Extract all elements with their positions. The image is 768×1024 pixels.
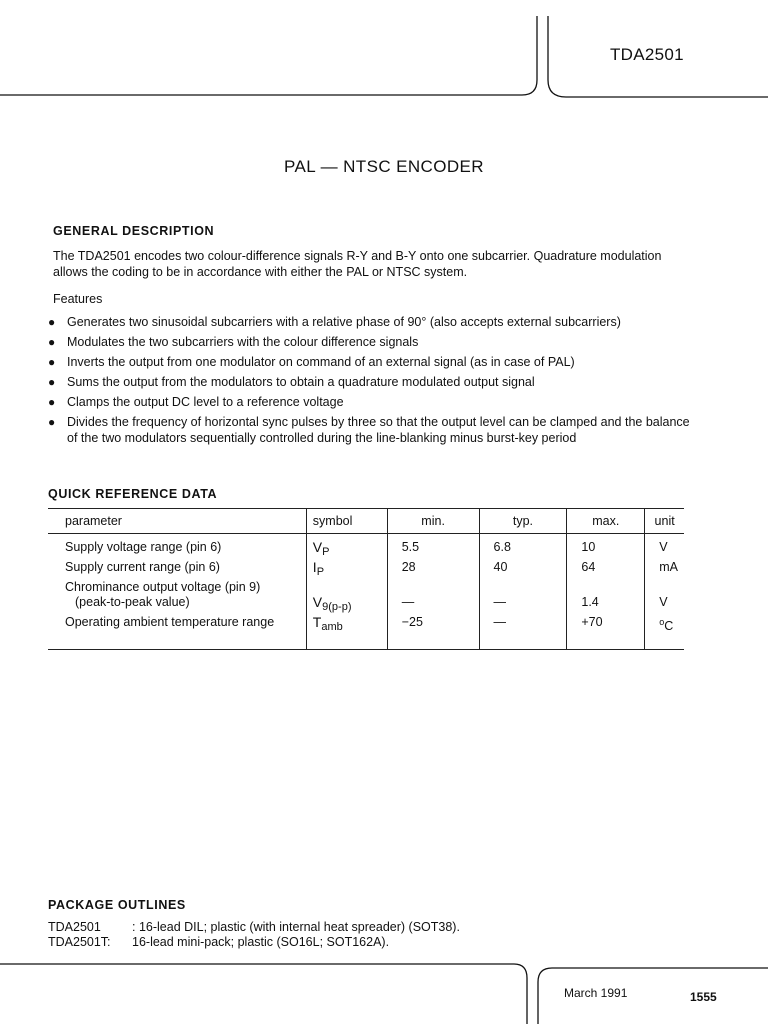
cell-min <box>387 560 479 580</box>
feature-item <box>48 395 698 411</box>
package-name: TDA2501 <box>48 920 101 934</box>
quick-reference-heading: QUICK REFERENCE DATA <box>48 487 218 501</box>
parameter-note: (peak-to-peak value) <box>75 595 190 609</box>
cell-typ <box>479 580 567 615</box>
symbol-subscript: P <box>316 566 325 578</box>
cell-symbol <box>306 615 387 650</box>
package-description: : 16-lead DIL; plastic (with internal heat spreader) (SOT38). <box>132 920 460 934</box>
max-value: 1.4 <box>581 595 599 609</box>
package-outline-item <box>48 920 460 936</box>
page-number: 1555 <box>690 990 717 1004</box>
cell-unit <box>645 580 684 615</box>
feature-text: Generates two sinusoidal subcarriers with a relative phase of 90° (also accepts external subcarriers) <box>67 315 621 329</box>
parameter-text: Supply current range (pin 6) <box>65 560 220 574</box>
symbol-main: I <box>312 559 317 575</box>
typ-value: 40 <box>493 560 508 574</box>
parameter-text: Operating ambient temperature range <box>65 615 275 629</box>
features-label: Features <box>53 292 103 306</box>
feature-item <box>48 375 698 391</box>
typ-value: 6.8 <box>493 540 511 554</box>
feature-text: Modulates the two subcarriers with the colour difference signals <box>67 335 419 350</box>
cell-symbol <box>306 560 387 580</box>
unit-value: C <box>664 619 674 633</box>
cell-parameter <box>48 534 306 561</box>
unit-value: V <box>659 540 668 554</box>
min-value: 5.5 <box>401 540 420 554</box>
unit-value: mA <box>659 560 678 574</box>
package-name: TDA2501T: <box>48 935 111 949</box>
quick-reference-table <box>48 508 684 650</box>
parameter-text: Chrominance output voltage (pin 9) <box>65 580 261 594</box>
cell-typ <box>479 615 567 650</box>
column-header-unit: unit <box>645 509 684 534</box>
feature-item <box>48 415 698 446</box>
symbol-subscript: 9(p-p) <box>322 601 352 613</box>
table-row <box>48 615 684 650</box>
column-header-parameter: parameter <box>48 509 306 534</box>
symbol-subscript: P <box>322 546 330 558</box>
column-header-min: min. <box>387 509 479 534</box>
cell-unit <box>645 534 684 561</box>
table-row <box>48 560 684 580</box>
min-value: −25 <box>401 615 423 629</box>
table-row <box>48 580 684 615</box>
symbol-main: V <box>312 539 323 555</box>
cell-typ <box>479 560 567 580</box>
footer-date: March 1991 <box>564 986 628 1000</box>
max-value: 10 <box>581 540 596 554</box>
feature-text: Inverts the output from one modulator on command of an external signal (as in case of PAL) <box>67 355 575 370</box>
max-value: 64 <box>581 560 596 574</box>
unit-value: V <box>659 595 668 609</box>
unit-superscript: o <box>659 617 665 627</box>
symbol-main: T <box>312 614 322 630</box>
feature-text: Clamps the output DC level to a reference voltage <box>67 395 344 410</box>
cell-min <box>387 534 479 561</box>
table-header-row <box>48 509 684 534</box>
package-outlines-heading: PACKAGE OUTLINES <box>48 898 186 912</box>
general-description-text: The TDA2501 encodes two colour-difference signals R-Y and B-Y onto one subcarrier. Quadrature modulation allows the coding to be in accordance with either the PAL or NTSC system. <box>53 249 662 279</box>
part-number: TDA2501 <box>610 45 684 64</box>
bullet-icon: ● <box>48 415 56 430</box>
cell-parameter <box>48 615 306 650</box>
typ-value: — <box>493 615 507 629</box>
feature-text: Divides the frequency of horizontal sync pulses by three so that the output level can be clamped and the balance of the two modulators sequentially controlled during the line-blanking minus burst-key period <box>67 415 690 445</box>
cell-parameter <box>48 560 306 580</box>
bullet-icon: ● <box>48 395 56 410</box>
column-header-typ: typ. <box>479 509 567 534</box>
symbol-main: V <box>312 594 323 610</box>
cell-min <box>387 615 479 650</box>
column-header-symbol: symbol <box>306 509 387 534</box>
bullet-icon: ● <box>48 315 56 329</box>
feature-text: Sums the output from the modulators to obtain a quadrature modulated output signal <box>67 375 535 390</box>
symbol-subscript: amb <box>321 621 343 633</box>
cell-min <box>387 580 479 615</box>
cell-parameter <box>48 580 306 615</box>
cell-symbol <box>306 534 387 561</box>
parameter-text: Supply voltage range (pin 6) <box>65 540 222 554</box>
min-value: — <box>401 595 415 609</box>
cell-max <box>567 560 645 580</box>
package-outline-item <box>48 935 389 951</box>
typ-value: — <box>493 595 507 609</box>
bullet-icon: ● <box>48 335 56 350</box>
cell-symbol <box>306 580 387 615</box>
page-title: PAL — NTSC ENCODER <box>284 157 484 176</box>
cell-max <box>567 534 645 561</box>
column-header-max: max. <box>567 509 645 534</box>
table-row <box>48 534 684 561</box>
feature-item <box>48 355 698 371</box>
cell-unit <box>645 615 684 650</box>
package-description: 16-lead mini-pack; plastic (SO16L; SOT162A). <box>132 935 390 949</box>
general-description-heading: GENERAL DESCRIPTION <box>53 224 215 238</box>
bullet-icon: ● <box>48 375 56 390</box>
feature-item <box>48 335 698 351</box>
cell-max <box>567 580 645 615</box>
cell-max <box>567 615 645 650</box>
cell-typ <box>479 534 567 561</box>
max-value: +70 <box>581 615 603 629</box>
cell-unit <box>645 560 684 580</box>
bullet-icon: ● <box>48 355 56 370</box>
feature-item <box>48 315 698 331</box>
features-list <box>48 315 698 451</box>
min-value: 28 <box>401 560 416 574</box>
